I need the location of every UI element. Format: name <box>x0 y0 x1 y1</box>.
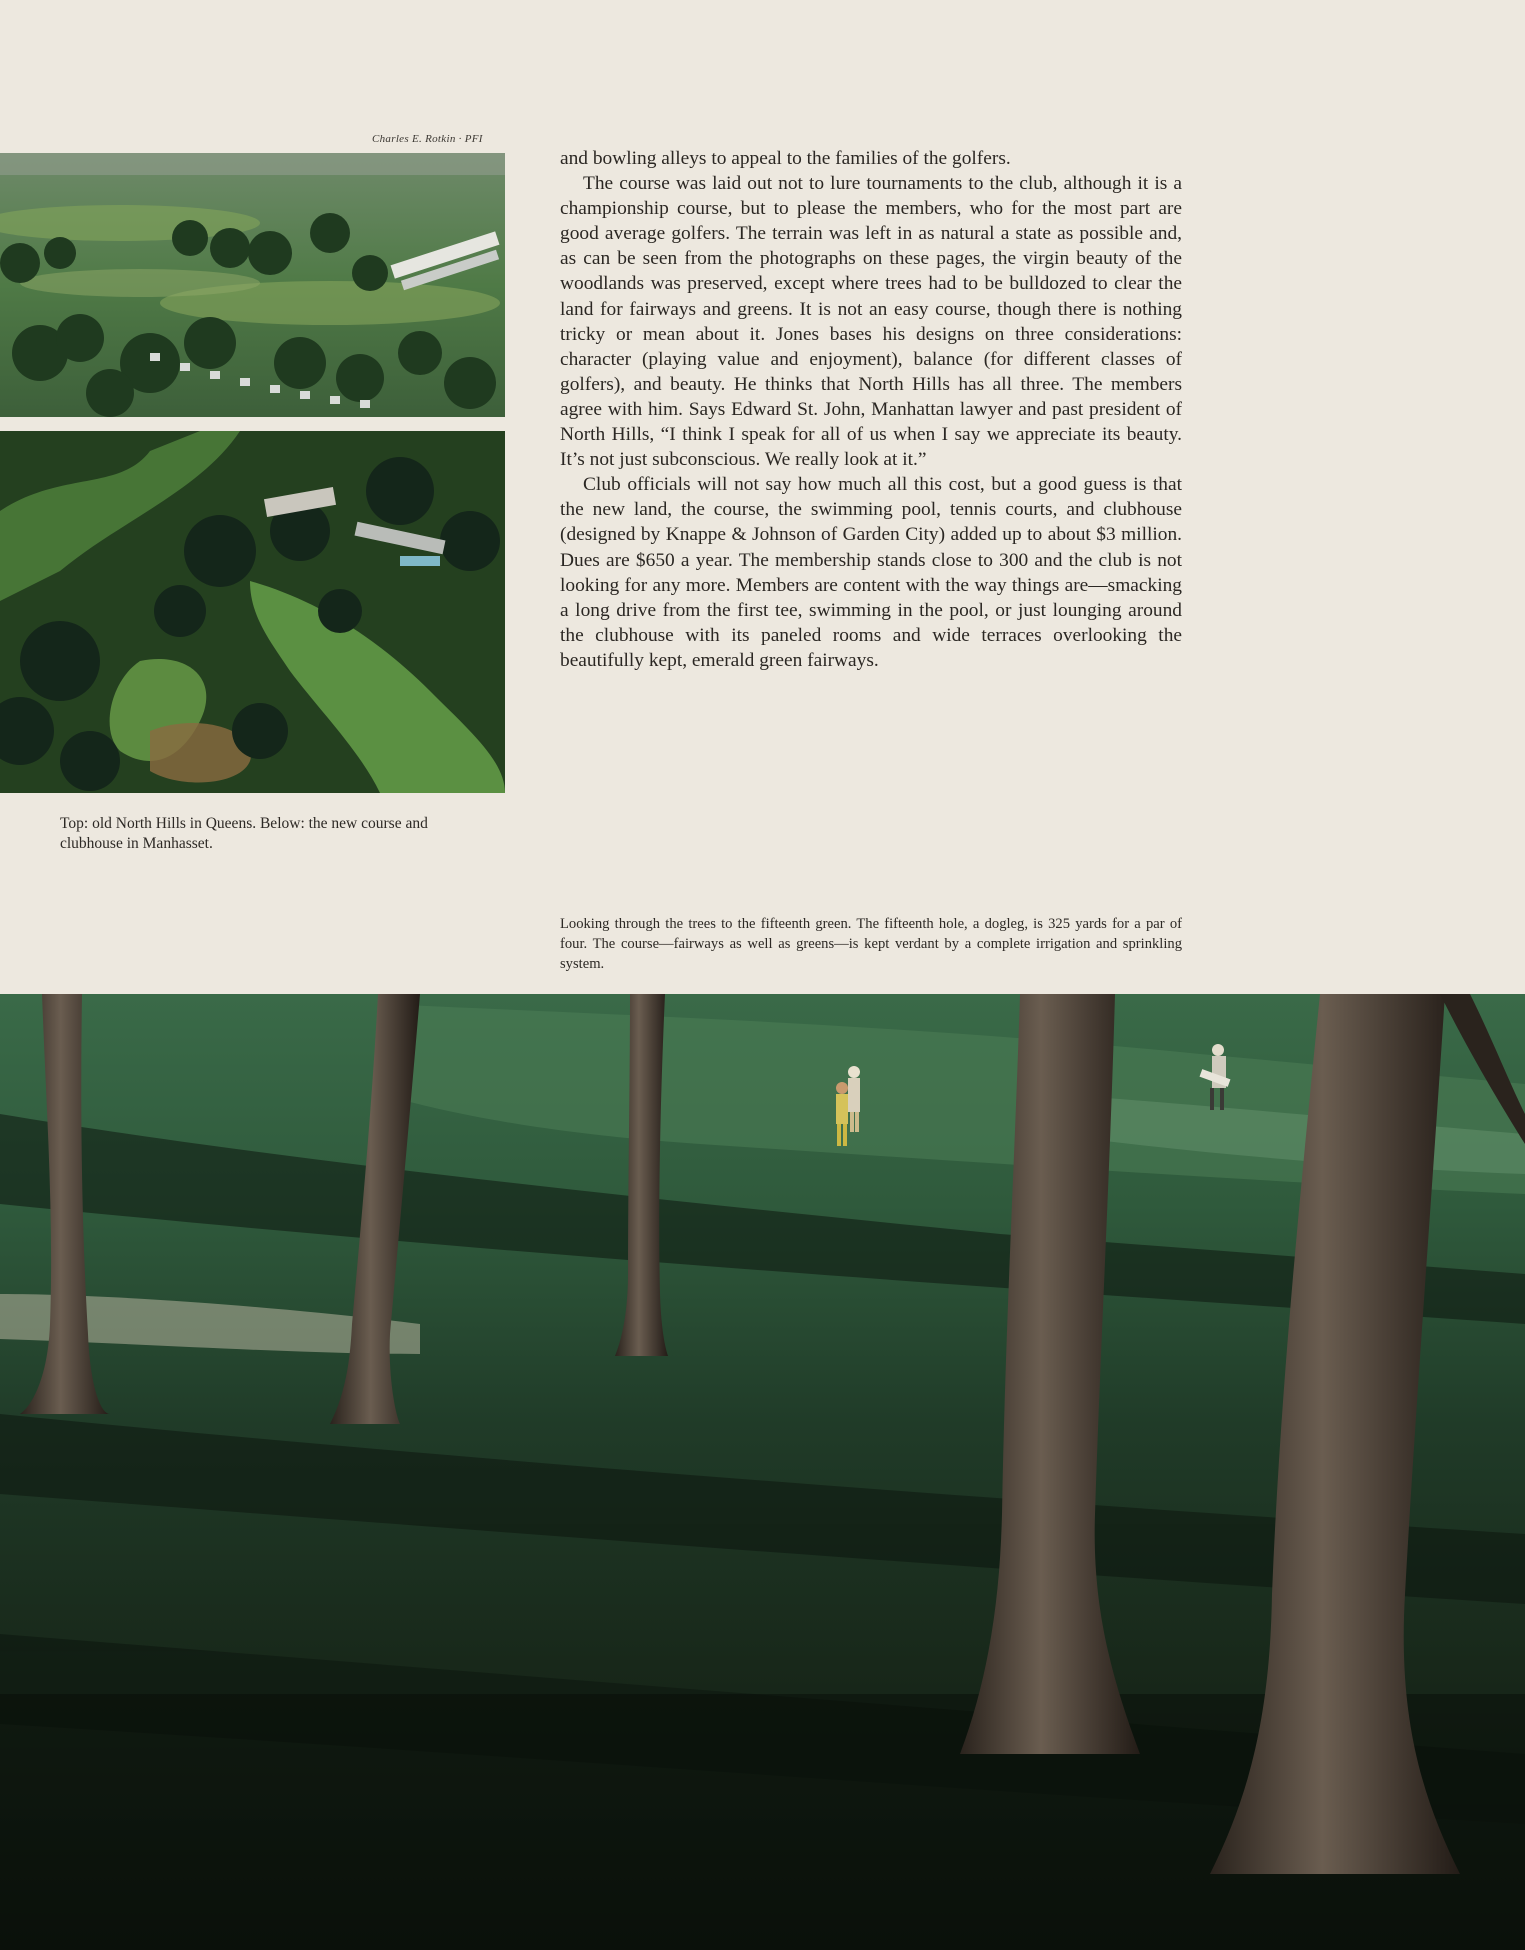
aerial-photo-new-course <box>0 431 505 793</box>
fairway-trees-photo <box>0 994 1525 1950</box>
aerial-photo-old-course <box>0 153 505 417</box>
article-body <box>560 146 1182 673</box>
body-paragraph: The course was laid out not to lure tournaments to the club, although it is a championship course, but to please the members, who for the most part are good average golfers. The terrain was left in as natural a state as possible and, as can be seen from the photographs on these pages, the virgin beauty of the woodlands was preserved, except where trees had to be bulldozed to clear the land for fairways and greens. It is not an easy course, though there is nothing tricky or mean about it. Jones bases his designs on three considerations: character (playing value and enjoyment), balance (for different classes of golfers), and beauty. He thinks that North Hills has all three. The members agree with him. Says Edward St. John, Manhattan lawyer and past president of North Hills, “I think I speak for all of us when I say we appreciate its beauty. It’s not just subconscious. We really look at it.” <box>560 173 1182 471</box>
body-paragraph: and bowling alleys to appeal to the families of the golfers. <box>560 148 1011 169</box>
aerial-photos-caption: Top: old North Hills in Queens. Below: the new course and clubhouse in Manhasset. <box>60 815 428 852</box>
body-paragraph: Club officials will not say how much all this cost, but a good guess is that the new land, the course, the swimming pool, tennis courts, and clubhouse (designed by Knappe & Johnson of Garden City) added up to about $3 million. Dues are $650 a year. The membership stands close to 300 and the club is not looking for any more. Members are content with the way things are—smacking a long drive from the first tee, swimming in the pool, or just lounging around the clubhouse with its paneled rooms and wide terraces overlooking the beautifully kept, emerald green fairways. <box>560 474 1182 671</box>
fairway-photo-caption: Looking through the trees to the fifteenth green. The fifteenth hole, a dogleg, is 325 yards for a par of four. The course—fairways as well as greens—is kept verdant by a complete irrigation and sprinkling system. <box>560 916 1182 972</box>
photo-credit: Charles E. Rotkin · PFI <box>372 133 483 145</box>
